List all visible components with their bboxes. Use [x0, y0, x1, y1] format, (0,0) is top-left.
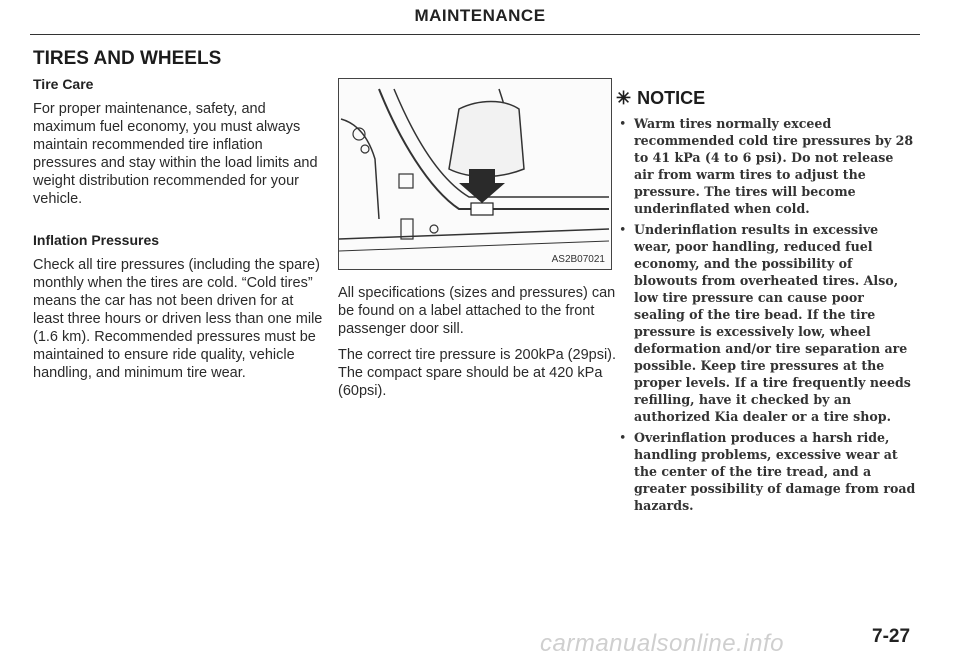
header-divider [30, 34, 920, 35]
notice-item-text: Warm tires normally exceed recommended cold tire pressures by 28 to 41 kPa (4 to 6 psi). Do not release air from warm tires to adjust the pressure. The tires will become underinflated when cold. [634, 116, 914, 216]
middle-text [338, 284, 618, 400]
notice-item-text: Underinflation results in excessive wear, poor handling, reduced fuel economy, and the possibility of blowouts from overheated tires. Also, low tire pressure can cause poor sealing of the tire bead. If the tire pressure is excessively low, wheel deformation and/or tire separation are possible. Keep tire pressures at the proper levels. If a tire frequently needs refilling, have it checked by an authorized Kia dealer or a tire shop. [634, 222, 911, 424]
notice-item-text: Overinflation produces a harsh ride, handling problems, excessive wear at the center of the tire tread, and a greater possibility of damage from road hazards. [634, 430, 916, 513]
page-header: MAINTENANCE [414, 6, 546, 25]
left-column [33, 48, 323, 382]
bullet-icon: • [619, 430, 627, 445]
inflation-heading: Inflation Pressures [33, 232, 160, 248]
notice-title: NOTICE [637, 88, 706, 108]
specifications-text: All specifications (sizes and pressures) can be found on a label attached to the front passenger door sill. [338, 285, 616, 337]
door-sill-illustration [339, 79, 611, 269]
inflation-text: Check all tire pressures (including the spare) monthly when the tires are cold. “Cold tires” means the car has not been driven for at least three hours or driven less than one mile (1.6 km). Recommended pressures must be maintained to ensure ride quality, vehicle handling, and minimum tire wear. [33, 257, 323, 381]
section-title: TIRES AND WHEELS [33, 48, 222, 69]
notice-heading [616, 88, 916, 109]
notice-item [616, 115, 916, 217]
tire-pressure-text: The correct tire pressure is 200kPa (29psi). The compact spare should be at 420 kPa (60psi). [338, 347, 617, 399]
tire-care-text: For proper maintenance, safety, and maximum fuel economy, you must always maintain recommended tire inflation pressures and stay within the load limits and weight distribution recommended for your vehicle. [33, 101, 318, 207]
door-sill-figure [338, 78, 612, 270]
watermark: carmanualsonline.info [540, 630, 784, 657]
notice-list [616, 115, 916, 514]
bullet-icon: • [619, 222, 627, 237]
notice-column [616, 88, 916, 518]
tire-care-heading: Tire Care [33, 76, 94, 92]
figure-code: AS2B07021 [551, 254, 605, 265]
page-number: 7-27 [872, 626, 911, 647]
notice-item [616, 221, 916, 425]
asterisk-icon: ✳ [616, 88, 632, 108]
notice-item [616, 429, 916, 514]
bullet-icon: • [619, 116, 627, 131]
